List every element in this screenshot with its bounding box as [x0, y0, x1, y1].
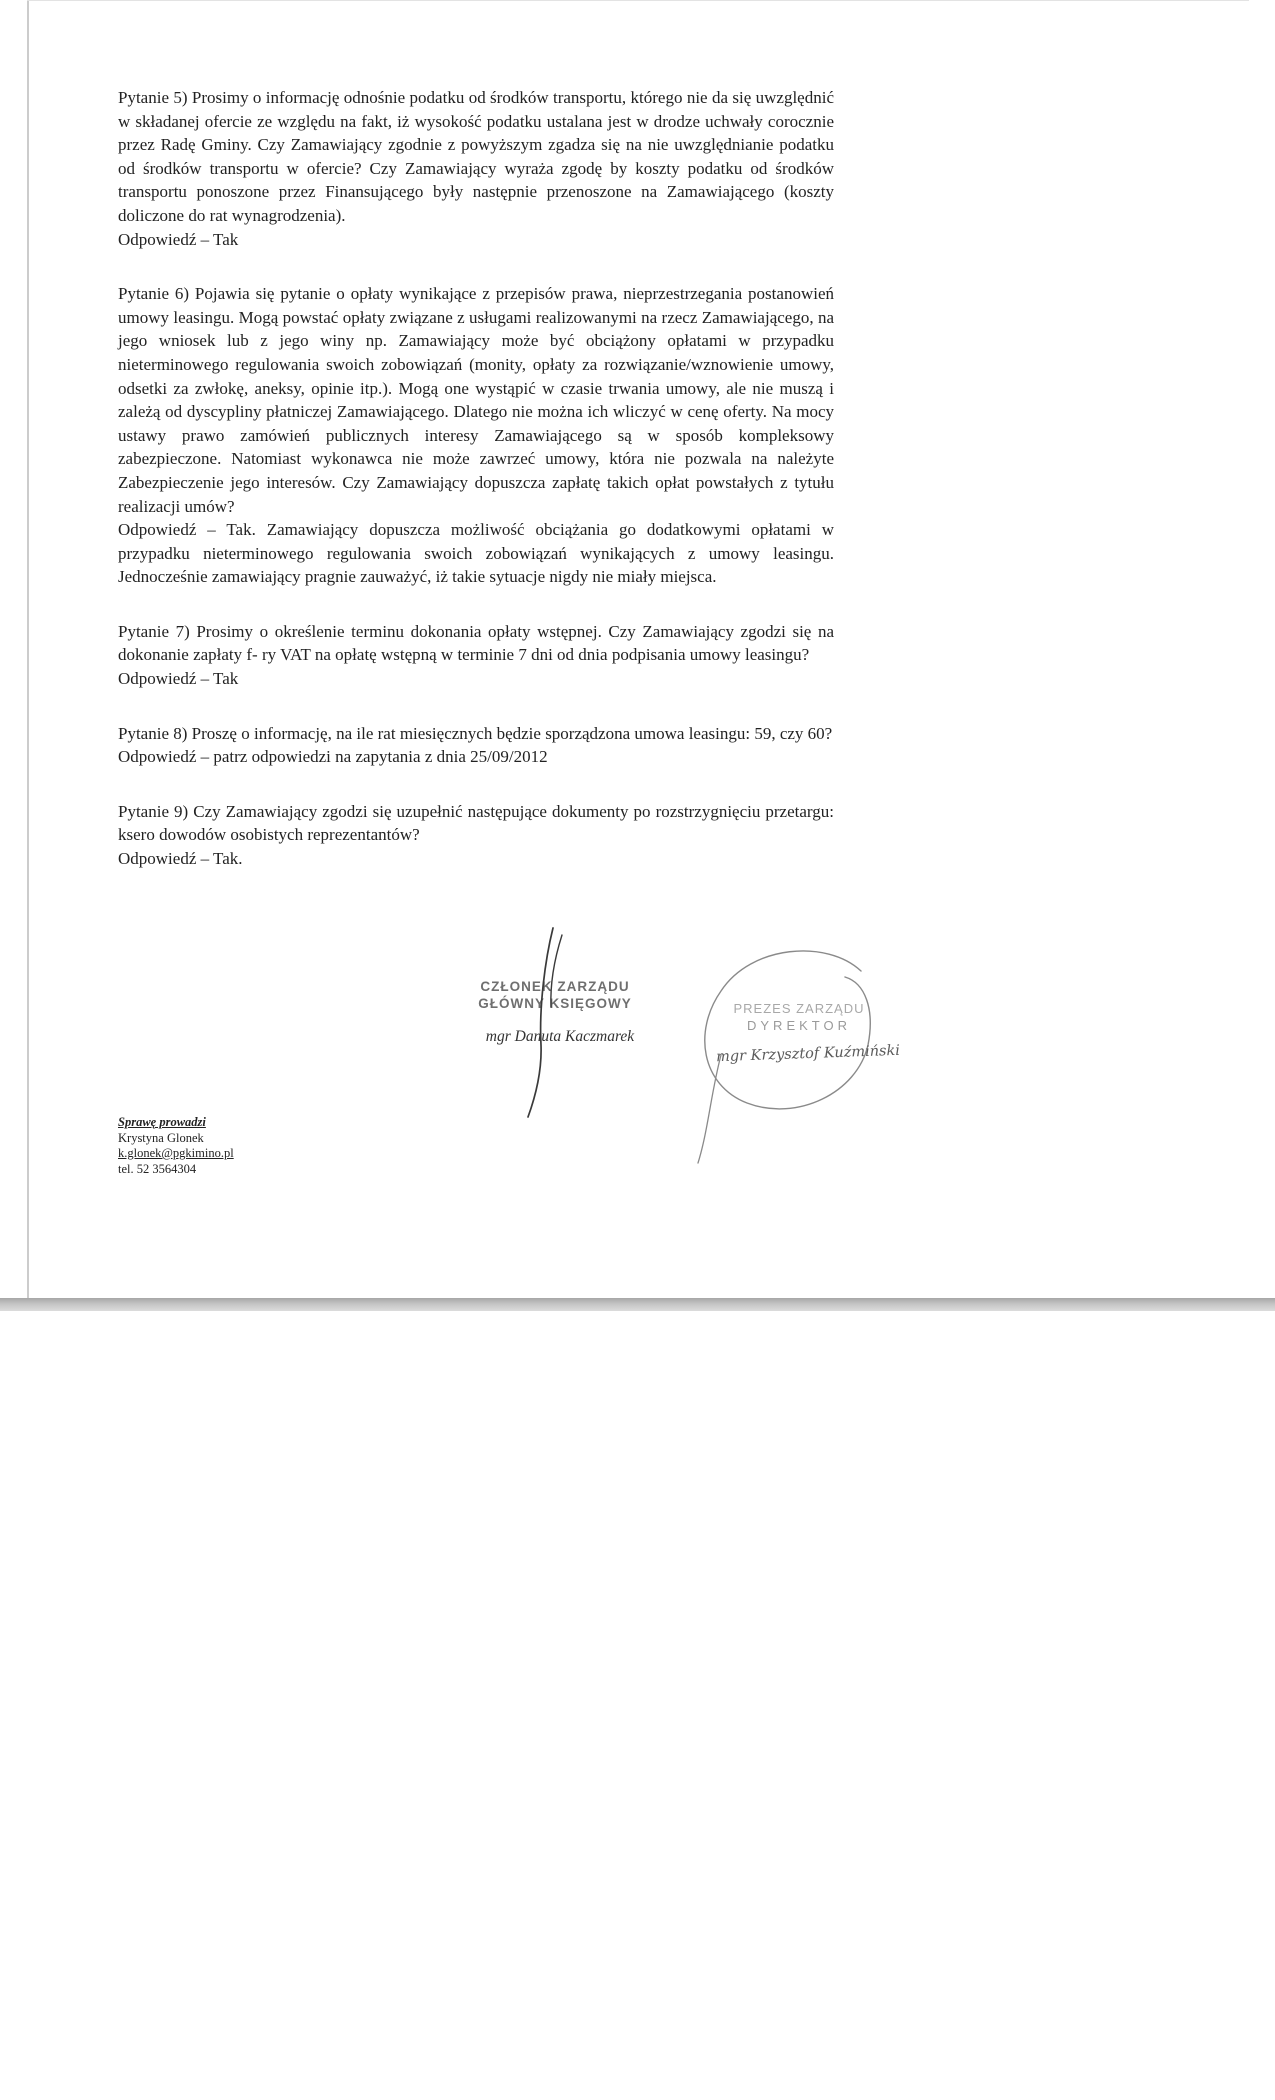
- president-stamp: [714, 1000, 884, 1034]
- qa-block-5: [118, 86, 834, 251]
- qa-block-9: [118, 800, 834, 871]
- answer-7-text: Odpowiedź – Tak: [118, 669, 239, 689]
- stamp-line-1: CZŁONEK ZARZĄDU: [480, 979, 630, 994]
- stamp-line-2: GŁÓWNY KSIĘGOWY: [478, 996, 632, 1011]
- answer-8-text: Odpowiedź – patrz odpowiedzi na zapytania z dnia 25/09/2012: [118, 747, 548, 767]
- contact-email: k.glonek@pgkimino.pl: [118, 1146, 234, 1160]
- question-7-text: Pytanie 7) Prosimy o określenie terminu dokonania opłaty wstępnej. Czy Zamawiający zgodzi się na dokonanie zapłaty f- ry VAT na opłatę wstępną w terminie 7 dni od dnia podpisania umowy leasingu?: [118, 621, 834, 665]
- question-8-text: Pytanie 8) Proszę o informację, na ile rat miesięcznych będzie sporządzona umowa leasingu: 59, czy 60?: [118, 723, 833, 743]
- scan-bottom-band: [0, 1298, 1275, 1311]
- qa-block-7: [118, 620, 834, 691]
- document-body: [118, 86, 834, 902]
- qa-block-6: [118, 282, 834, 589]
- scan-left-edge-line: [27, 0, 29, 1310]
- qa-block-8: [118, 722, 834, 769]
- contact-name: Krystyna Glonek: [118, 1130, 204, 1145]
- handwritten-signature-left: [495, 925, 625, 1120]
- signer-name-right: mgr Krzysztof Kuźmiński: [715, 1042, 901, 1066]
- signer-name-left: mgr Danuta Kaczmarek: [485, 1028, 635, 1045]
- answer-6-text: Odpowiedź – Tak. Zamawiający dopuszcza możliwość obciążania go dodatkowymi opłatami w przypadku nieterminowego regulowania swoich zobowiązań wynikających z umowy leasingu. Jednocześnie zamawiający pragnie zauważyć, iż takie sytuacje nigdy nie miały miejsca.: [118, 520, 834, 587]
- answer-5-text: Odpowiedź – Tak: [118, 229, 239, 249]
- question-5-text: Pytanie 5) Prosimy o informację odnośnie podatku od środków transportu, którego nie da się uwzględnić w składanej ofercie ze względu na fakt, iż wysokość podatku ustalana jest w drodze uchwały corocznie przez Radę Gminy. Czy Zamawiający zgodnie z powyższym zgadza się na nie uwzględnianie podatku od środków transportu w ofercie? Czy Zamawiający wyraża zgodę by koszty podatku od środków transportu ponoszone przez Finansującego były następnie przenoszone na Zamawiającego (koszty doliczone do rat wynagrodzenia).: [118, 88, 834, 225]
- contact-phone: tel. 52 3564304: [118, 1161, 197, 1176]
- stamp-line-1: PREZES ZARZĄDU: [733, 1001, 865, 1016]
- case-handler-contact: [118, 1115, 234, 1177]
- stamp-line-2: DYREKTOR: [747, 1018, 851, 1033]
- answer-9-text: Odpowiedź – Tak.: [118, 849, 243, 869]
- question-6-text: Pytanie 6) Pojawia się pytanie o opłaty wynikające z przepisów prawa, nieprzestrzegania postanowień umowy leasingu. Mogą powstać opłaty związane z usługami realizowanymi na rzecz Zamawiającego, na jego wniosek lub z jego winy np. Zamawiający może być obciążony opłatami w przypadku nieterminowego regulowania swoich zobowiązań (monity, opłaty za rozwiązanie/wznowienie umowy, odsetki za zwłokę, aneksy, opinie itp.). Mogą one wystąpić w czasie trwania umowy, ale nie muszą i zależą od dyscypliny płatniczej Zamawiającego. Dlatego nie można ich wliczyć w cenę oferty. Na mocy ustawy prawo zamówień publicznych interesy Zamawiającego są w sposób kompleksowy zabezpieczone. Natomiast wykonawca nie może zawrzeć umowy, która nie pozwala na należyte Zabezpieczenie jego interesów. Czy Zamawiający dopuszcza zapłatę takich opłat powstałych z tytułu realizacji umów?: [118, 284, 834, 516]
- question-9-text: Pytanie 9) Czy Zamawiający zgodzi się uzupełnić następujące dokumenty po rozstrzygnięciu przetargu: ksero dowodów osobistych reprezentantów?: [118, 801, 834, 845]
- scan-top-edge-line: [27, 0, 1249, 1]
- board-member-stamp: [470, 978, 640, 1012]
- contact-label: Sprawę prowadzi: [118, 1115, 206, 1129]
